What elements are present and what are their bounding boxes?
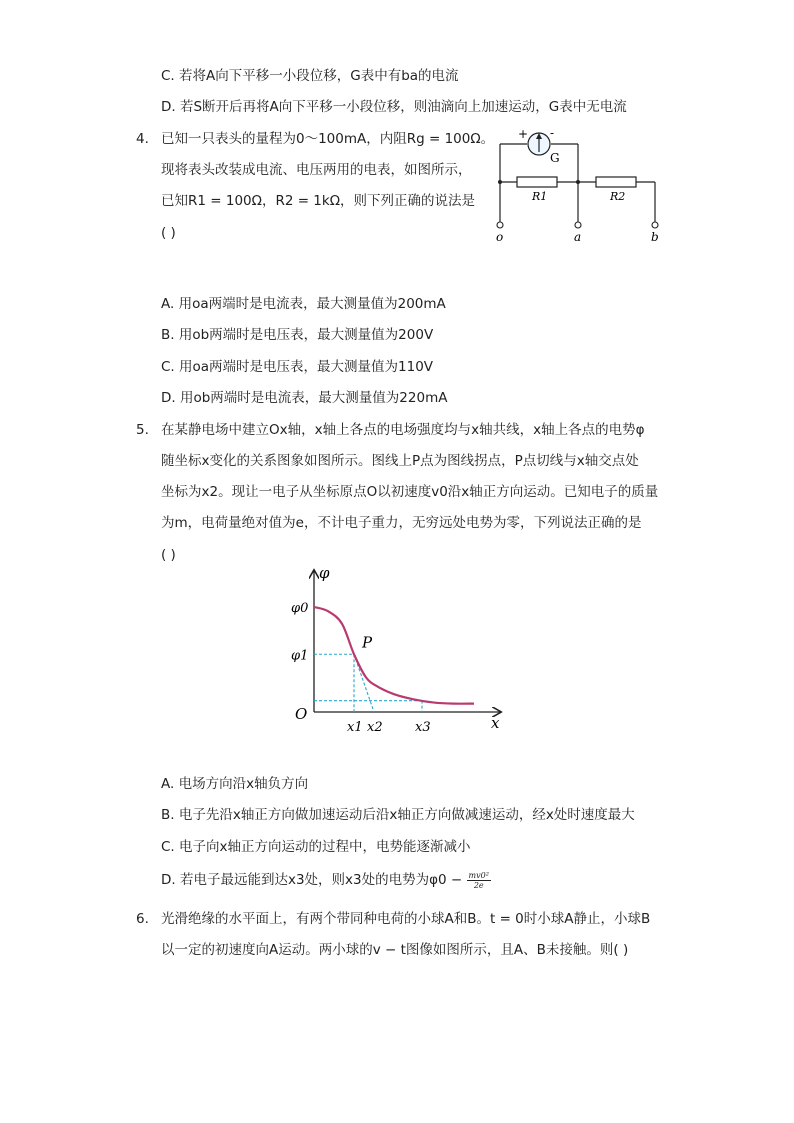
q4-stem-line: ( ) bbox=[161, 225, 176, 241]
x-tick-x3: x3 bbox=[415, 720, 431, 735]
q5-option-d bbox=[161, 870, 491, 890]
q5-stem-line: 在某静电场中建立Ox轴，x轴上各点的电场强度均与x轴共线，x轴上各点的电势φ bbox=[161, 422, 645, 438]
resistor-r1 bbox=[517, 177, 557, 187]
terminal-a-label: a bbox=[574, 230, 582, 244]
q5-option-d-text: D. 若电子最远能到达x3处，则x3处的电势为φ0 − bbox=[161, 872, 463, 888]
minus-label: - bbox=[550, 126, 555, 140]
terminal-b bbox=[652, 222, 658, 228]
q3-option-c: C. 若将A向下平移一小段位移，G表中有ba的电流 bbox=[161, 68, 459, 84]
q6-stem-line: 以一定的初速度向A运动。两小球的v − t图像如图所示，且A、B未接触。则( ) bbox=[161, 942, 629, 958]
q4-number: 4. bbox=[136, 131, 149, 147]
q5-option-d-fraction bbox=[467, 871, 491, 890]
circuit-diagram bbox=[490, 124, 670, 246]
x-tick-x1: x1 bbox=[347, 720, 363, 735]
q4-stem-line: 现将表头改装成电流、电压两用的电表，如图所示， bbox=[161, 162, 472, 178]
point-p-label: P bbox=[362, 633, 373, 652]
q4-option-b: B. 用ob两端时是电压表，最大测量值为200V bbox=[161, 327, 434, 343]
potential-graph bbox=[285, 565, 510, 740]
q5-stem-line: 坐标为x2。现让一电子从坐标原点O以初速度v0沿x轴正方向运动。已知电子的质量 bbox=[161, 484, 659, 500]
y-tick-phi1: φ1 bbox=[291, 648, 309, 664]
q3-option-d: D. 若S断开后再将A向下平移一小段位移，则油滴向上加速运动，G表中无电流 bbox=[161, 99, 627, 115]
q4-option-d: D. 用ob两端时是电流表，最大测量值为220mA bbox=[161, 390, 448, 406]
y-axis-label: φ bbox=[319, 565, 330, 582]
terminal-b-label: b bbox=[651, 230, 659, 244]
q4-stem-line: 已知一只表头的量程为0～100mA，内阻Rg = 100Ω。 bbox=[161, 131, 495, 147]
q5-option-b: B. 电子先沿x轴正方向做加速运动后沿x轴正方向做减速运动，经x处时速度最大 bbox=[161, 807, 635, 823]
resistor-r2 bbox=[596, 177, 636, 187]
terminal-o-label: o bbox=[496, 230, 504, 244]
q5-option-a: A. 电场方向沿x轴负方向 bbox=[161, 776, 309, 792]
q4-stem-line: 已知R1 = 100Ω，R2 = 1kΩ，则下列正确的说法是 bbox=[161, 193, 476, 209]
y-tick-phi0: φ0 bbox=[291, 601, 309, 616]
q4-option-a: A. 用oa两端时是电流表，最大测量值为200mA bbox=[161, 296, 446, 312]
q5-stem-line: ( ) bbox=[161, 547, 176, 563]
fraction-numerator: mv0² bbox=[468, 870, 489, 880]
q5-stem-line: 随坐标x变化的关系图象如图所示。图线上P点为图线拐点，P点切线与x轴交点处 bbox=[161, 453, 639, 469]
q5-number: 5. bbox=[136, 422, 149, 438]
fraction-denominator: 2e bbox=[473, 880, 484, 890]
terminal-o bbox=[497, 222, 503, 228]
r2-label: R2 bbox=[610, 190, 626, 203]
r1-label: R1 bbox=[532, 190, 548, 203]
q6-stem-line: 光滑绝缘的水平面上，有两个带同种电荷的小球A和B。t = 0时小球A静止，小球B bbox=[161, 911, 651, 927]
plus-label: + bbox=[518, 127, 529, 141]
meter-label: G bbox=[550, 151, 560, 165]
x-tick-x2: x2 bbox=[367, 720, 383, 735]
q4-option-c: C. 用oa两端时是电压表，最大测量值为110V bbox=[161, 359, 434, 375]
potential-curve bbox=[314, 607, 474, 704]
origin-label: O bbox=[295, 705, 308, 723]
q6-number: 6. bbox=[136, 911, 149, 927]
x-axis-label: x bbox=[491, 714, 500, 732]
q5-option-c: C. 电子向x轴正方向运动的过程中，电势能逐渐减小 bbox=[161, 839, 471, 855]
terminal-a bbox=[575, 222, 581, 228]
q5-stem-line: 为m，电荷量绝对值为e，不计电子重力，无穷远处电势为零，下列说法正确的是 bbox=[161, 515, 642, 531]
